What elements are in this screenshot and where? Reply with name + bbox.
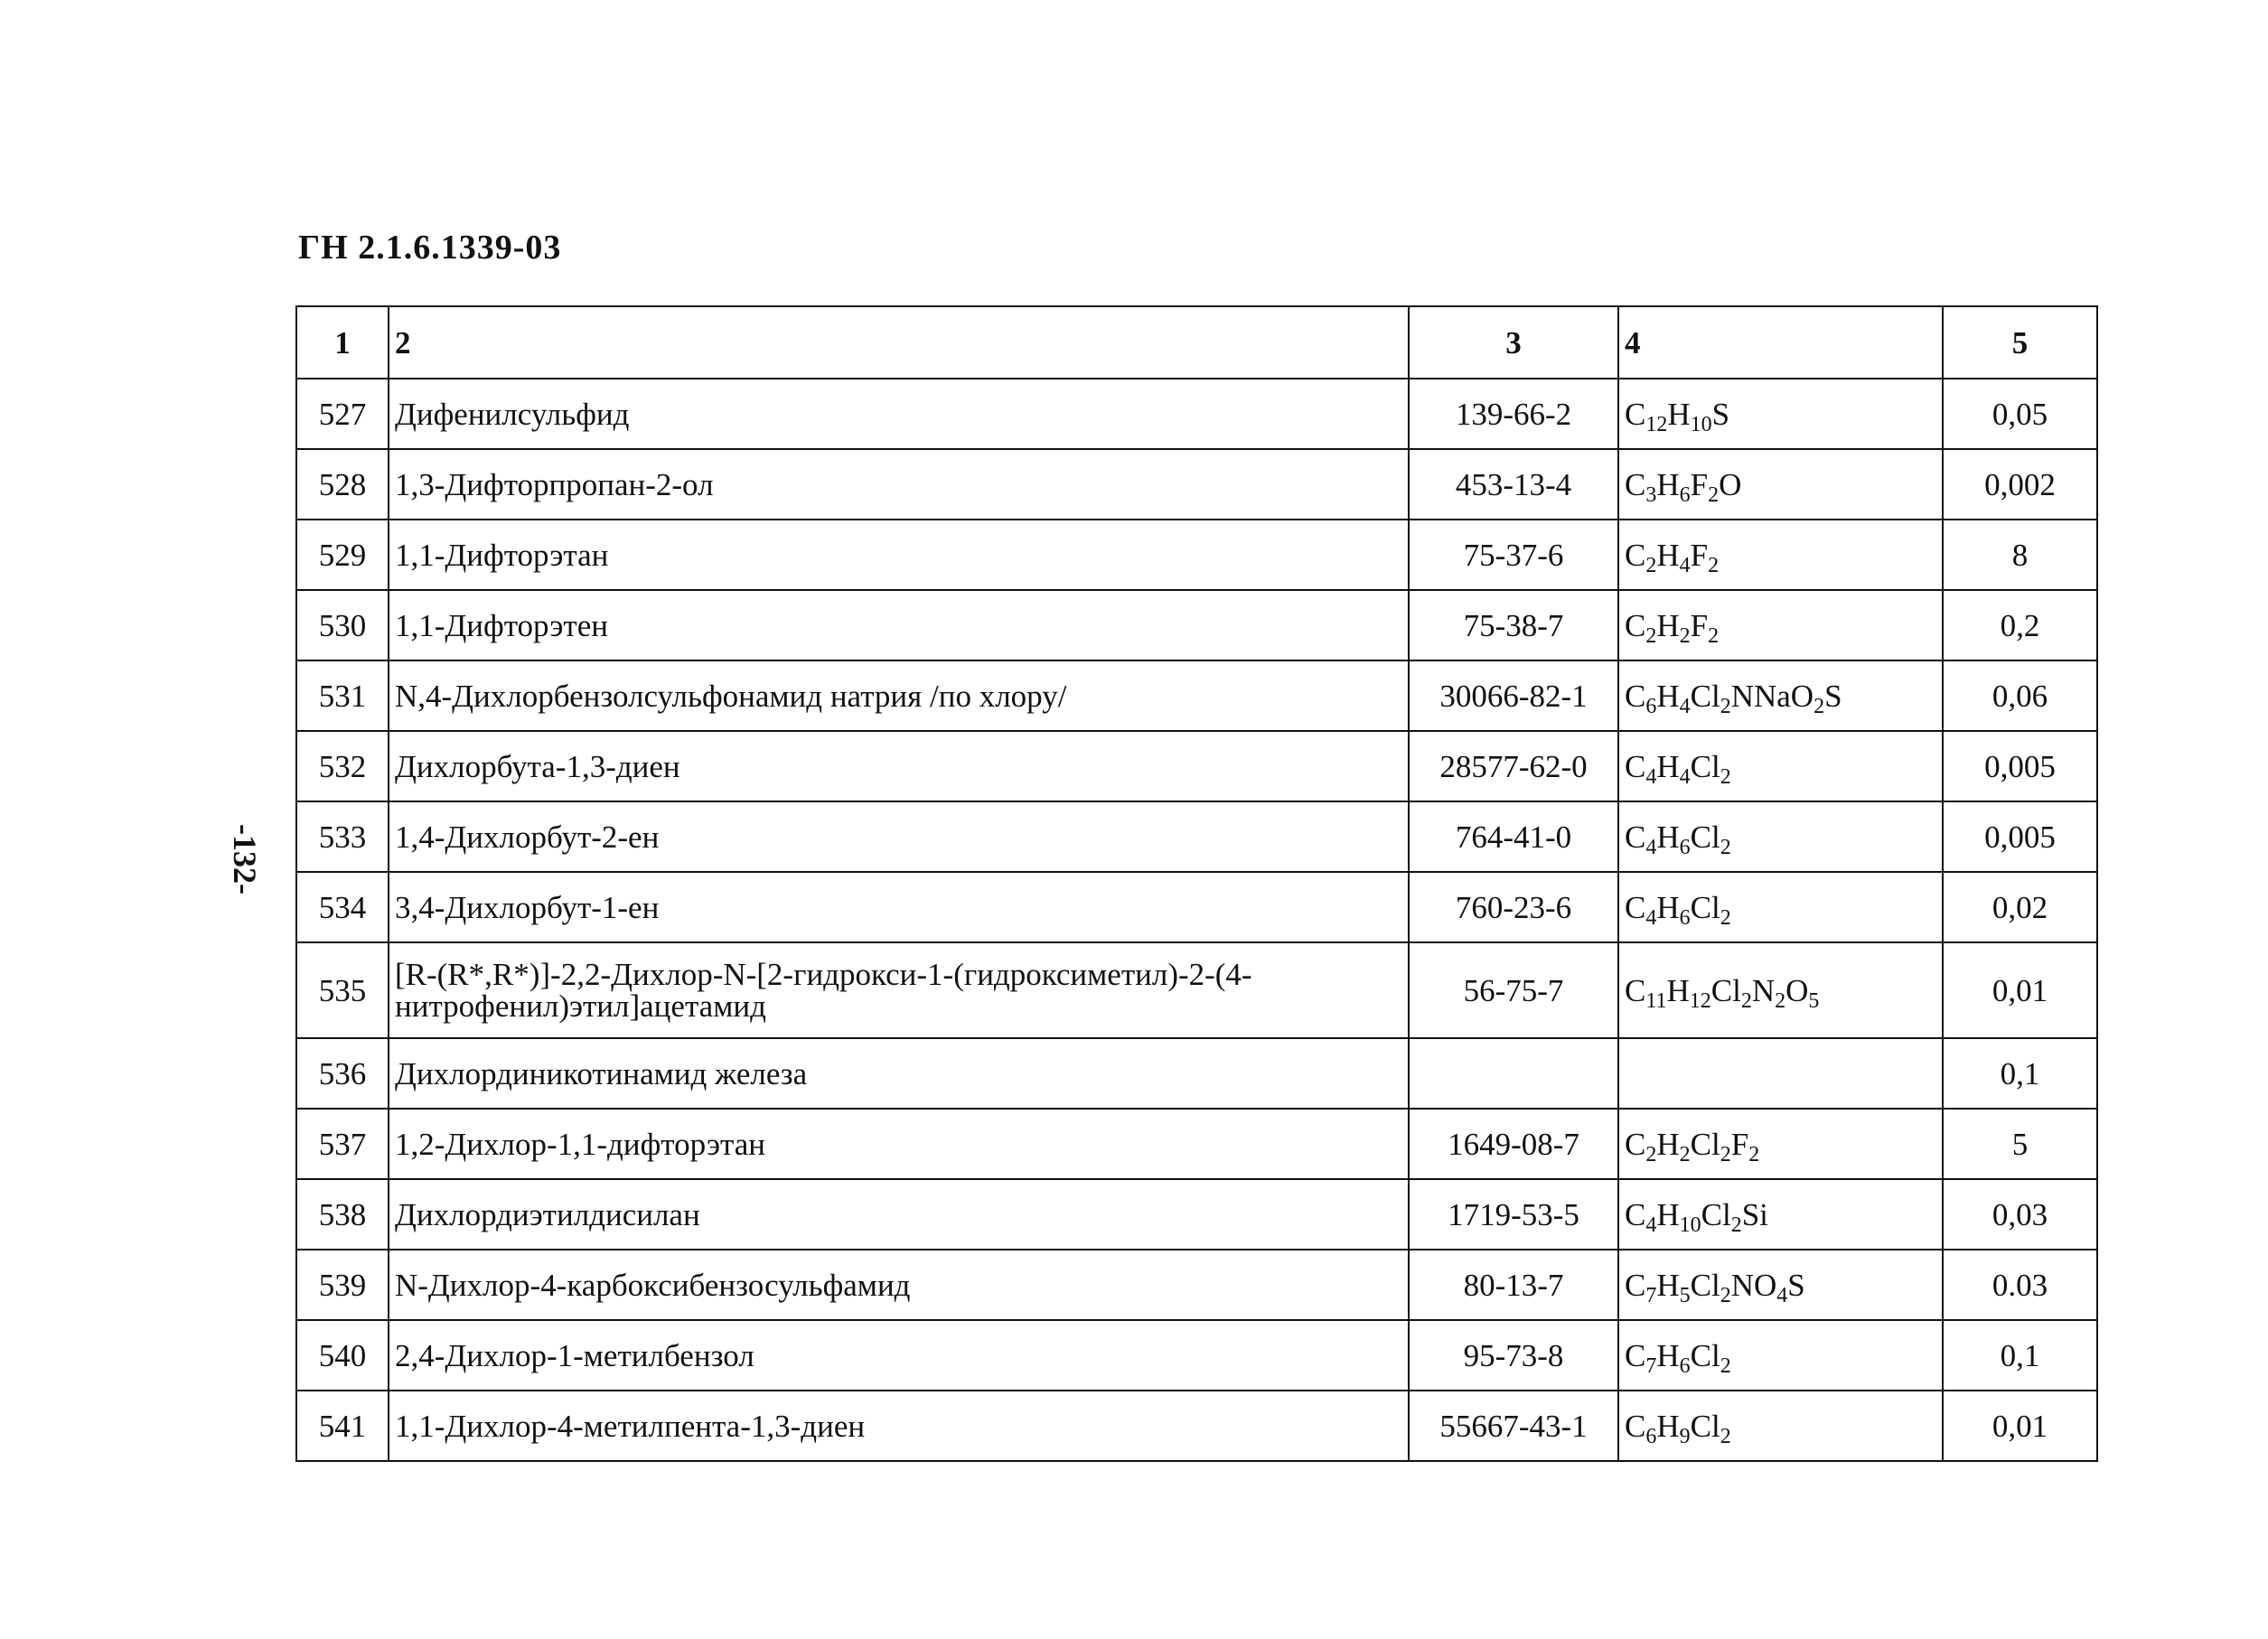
row-number-cell: 538 <box>296 1179 389 1250</box>
formula-subscript: 2 <box>1740 988 1752 1013</box>
substance-name-cell: N-Дихлор-4-карбоксибензосульфамид <box>389 1250 1409 1320</box>
table-header-row <box>296 306 2097 379</box>
formula-cell <box>1618 1038 1943 1109</box>
cas-number-cell: 453-13-4 <box>1409 449 1618 520</box>
limit-value-cell: 0,2 <box>1943 590 2097 660</box>
formula-subscript: 2 <box>1645 553 1657 577</box>
limit-value-cell: 0,02 <box>1943 872 2097 942</box>
formula-element: H <box>1656 1196 1680 1232</box>
formula-subscript: 2 <box>1720 1142 1731 1166</box>
formula-cell <box>1618 1250 1943 1320</box>
formula-subscript: 12 <box>1689 988 1711 1013</box>
formula-element: F <box>1690 607 1709 643</box>
limit-value-cell: 0.03 <box>1943 1250 2097 1320</box>
formula-subscript: 4 <box>1645 1213 1657 1237</box>
row-number-cell: 535 <box>296 942 389 1038</box>
table-row <box>296 379 2097 449</box>
formula-element: C <box>1625 396 1646 432</box>
formula-cell <box>1618 872 1943 942</box>
cas-number-cell: 95-73-8 <box>1409 1320 1618 1391</box>
formula-subscript: 2 <box>1708 623 1720 648</box>
formula-subscript: 2 <box>1720 835 1731 859</box>
formula-subscript: 11 <box>1645 988 1667 1013</box>
substance-name-cell: 1,4-Дихлорбут-2-ен <box>389 801 1409 872</box>
formula-element: Cl <box>1690 1267 1720 1303</box>
formula-subscript: 2 <box>1720 905 1731 930</box>
formula-element: F <box>1690 537 1709 573</box>
limit-value-cell: 0,002 <box>1943 449 2097 520</box>
substance-name-cell: Дихлорбута-1,3-диен <box>389 731 1409 801</box>
cas-number-cell: 1719-53-5 <box>1409 1179 1618 1250</box>
formula-subscript: 6 <box>1679 1353 1691 1378</box>
table-row <box>296 942 2097 1038</box>
formula-subscript: 7 <box>1645 1283 1657 1307</box>
document-title: ГН 2.1.6.1339-03 <box>298 229 562 267</box>
formula-element: C <box>1625 466 1646 502</box>
formula-subscript: 2 <box>1708 553 1720 577</box>
formula-element: H <box>1656 748 1680 784</box>
row-number-cell: 537 <box>296 1109 389 1179</box>
formula-element: C <box>1625 1267 1646 1303</box>
row-number-cell: 532 <box>296 731 389 801</box>
table-row <box>296 660 2097 731</box>
formula-subscript: 4 <box>1776 1283 1788 1307</box>
cas-number-cell: 760-23-6 <box>1409 872 1618 942</box>
table-row <box>296 1038 2097 1109</box>
formula-subscript: 10 <box>1679 1213 1701 1237</box>
formula-subscript: 6 <box>1679 482 1691 507</box>
formula-element: Cl <box>1690 819 1720 855</box>
substance-name-cell: Дихлордиэтилдисилан <box>389 1179 1409 1250</box>
formula-cell <box>1618 1179 1943 1250</box>
limit-value-cell: 0,005 <box>1943 801 2097 872</box>
formula-subscript: 2 <box>1720 1424 1731 1448</box>
table-row <box>296 590 2097 660</box>
substance-name-cell: 1,1-Дифторэтен <box>389 590 1409 660</box>
formula-element: Cl <box>1690 1126 1720 1162</box>
formula-subscript: 2 <box>1720 1283 1731 1307</box>
substance-name-cell: 2,4-Дихлор-1-метилбензол <box>389 1320 1409 1391</box>
formula-subscript: 2 <box>1679 1142 1691 1166</box>
formula-element: Si <box>1741 1196 1768 1232</box>
formula-subscript: 4 <box>1679 694 1691 718</box>
formula-cell <box>1618 1320 1943 1391</box>
row-number-cell: 534 <box>296 872 389 942</box>
formula-element: C <box>1625 1408 1646 1444</box>
row-number-cell: 530 <box>296 590 389 660</box>
substance-name-cell: 1,1-Дихлор-4-метилпента-1,3-диен <box>389 1391 1409 1461</box>
formula-element: C <box>1625 537 1646 573</box>
formula-subscript: 3 <box>1645 482 1657 507</box>
row-number-cell: 531 <box>296 660 389 731</box>
formula-subscript: 4 <box>1645 764 1657 789</box>
formula-subscript: 2 <box>1720 764 1731 789</box>
formula-subscript: 2 <box>1730 1213 1742 1237</box>
row-number-cell: 540 <box>296 1320 389 1391</box>
formula-element: H <box>1656 1337 1680 1373</box>
formula-element: Cl <box>1690 748 1720 784</box>
substance-name-cell: N,4-Дихлорбензолсульфонамид натрия /по хлору/ <box>389 660 1409 731</box>
formula-subscript: 2 <box>1720 694 1731 718</box>
substance-name-cell: [R-(R*,R*)]-2,2-Дихлор-N-[2-гидрокси-1-(гидроксиметил)-2-(4-нитрофенил)этил]ацетамид <box>389 942 1409 1038</box>
formula-element: Cl <box>1690 1408 1720 1444</box>
formula-element: Cl <box>1690 678 1720 714</box>
formula-element: C <box>1625 972 1646 1008</box>
formula-subscript: 5 <box>1679 1283 1691 1307</box>
cas-number-cell: 80-13-7 <box>1409 1250 1618 1320</box>
table-row <box>296 1250 2097 1320</box>
formula-subscript: 2 <box>1645 623 1657 648</box>
formula-subscript: 6 <box>1645 694 1657 718</box>
substance-name-cell: 1,2-Дихлор-1,1-дифторэтан <box>389 1109 1409 1179</box>
row-number-cell: 539 <box>296 1250 389 1320</box>
formula-element: H <box>1666 972 1690 1008</box>
formula-element: C <box>1625 1196 1646 1232</box>
formula-element: C <box>1625 889 1646 925</box>
formula-element: NO <box>1730 1267 1777 1303</box>
formula-element: H <box>1656 466 1680 502</box>
formula-element: F <box>1690 466 1709 502</box>
column-header: 3 <box>1409 306 1618 379</box>
formula-element: NNaO <box>1730 678 1814 714</box>
formula-subscript: 9 <box>1679 1424 1691 1448</box>
formula-subscript: 2 <box>1679 623 1691 648</box>
formula-element: S <box>1787 1267 1805 1303</box>
substance-name-cell: Дихлординикотинамид железа <box>389 1038 1409 1109</box>
formula-cell <box>1618 660 1943 731</box>
substance-name-cell: 1,3-Дифторпропан-2-ол <box>389 449 1409 520</box>
column-header: 4 <box>1618 306 1943 379</box>
formula-cell <box>1618 942 1943 1038</box>
formula-subscript: 4 <box>1645 835 1657 859</box>
table-row <box>296 520 2097 590</box>
formula-element: H <box>1656 1126 1680 1162</box>
limit-value-cell: 0,01 <box>1943 942 2097 1038</box>
column-header: 5 <box>1943 306 2097 379</box>
formula-subscript: 7 <box>1645 1353 1657 1378</box>
row-number-cell: 536 <box>296 1038 389 1109</box>
limit-value-cell: 8 <box>1943 520 2097 590</box>
formula-element: H <box>1656 607 1680 643</box>
table-row <box>296 731 2097 801</box>
table-row <box>296 1179 2097 1250</box>
formula-subscript: 2 <box>1775 988 1786 1013</box>
formula-element: Cl <box>1690 889 1720 925</box>
formula-element: C <box>1625 748 1646 784</box>
formula-element: H <box>1656 678 1680 714</box>
cas-number-cell: 764-41-0 <box>1409 801 1618 872</box>
limit-value-cell: 0,005 <box>1943 731 2097 801</box>
cas-number-cell: 30066-82-1 <box>1409 660 1618 731</box>
formula-element: N <box>1751 972 1776 1008</box>
formula-element: C <box>1625 607 1646 643</box>
cas-number-cell: 139-66-2 <box>1409 379 1618 449</box>
formula-element: C <box>1625 1126 1646 1162</box>
table-row <box>296 1391 2097 1461</box>
formula-subscript: 2 <box>1748 1142 1760 1166</box>
formula-subscript: 2 <box>1720 1353 1731 1378</box>
cas-number-cell: 28577-62-0 <box>1409 731 1618 801</box>
cas-number-cell: 75-37-6 <box>1409 520 1618 590</box>
formula-element: C <box>1625 819 1646 855</box>
limit-value-cell: 0,05 <box>1943 379 2097 449</box>
column-header: 1 <box>296 306 389 379</box>
cas-number-cell: 1649-08-7 <box>1409 1109 1618 1179</box>
table-row <box>296 1109 2097 1179</box>
table-row <box>296 872 2097 942</box>
substance-name-cell: 3,4-Дихлорбут-1-ен <box>389 872 1409 942</box>
formula-element: H <box>1667 396 1691 432</box>
formula-element: C <box>1625 1337 1646 1373</box>
formula-element: H <box>1656 1267 1680 1303</box>
formula-cell <box>1618 379 1943 449</box>
cas-number-cell <box>1409 1038 1618 1109</box>
formula-subscript: 4 <box>1679 764 1691 789</box>
formula-subscript: 2 <box>1708 482 1720 507</box>
formula-element: S <box>1824 678 1842 714</box>
formula-element: O <box>1719 466 1742 502</box>
formula-subscript: 6 <box>1645 1424 1657 1448</box>
formula-element: O <box>1785 972 1809 1008</box>
formula-element: H <box>1656 1408 1680 1444</box>
column-header: 2 <box>389 306 1409 379</box>
limit-value-cell: 0,1 <box>1943 1038 2097 1109</box>
formula-element: Cl <box>1710 972 1741 1008</box>
formula-element: C <box>1625 678 1646 714</box>
row-number-cell: 527 <box>296 379 389 449</box>
formula-cell <box>1618 520 1943 590</box>
formula-element: Cl <box>1701 1196 1731 1232</box>
row-number-cell: 541 <box>296 1391 389 1461</box>
formula-cell <box>1618 449 1943 520</box>
formula-element: H <box>1656 819 1680 855</box>
formula-cell <box>1618 1391 1943 1461</box>
formula-subscript: 5 <box>1808 988 1820 1013</box>
substances-table <box>295 305 2098 1462</box>
limit-value-cell: 0,03 <box>1943 1179 2097 1250</box>
cas-number-cell: 75-38-7 <box>1409 590 1618 660</box>
formula-cell <box>1618 1109 1943 1179</box>
formula-subscript: 2 <box>1645 1142 1657 1166</box>
limit-value-cell: 0,1 <box>1943 1320 2097 1391</box>
page-number: -132- <box>226 824 263 894</box>
cas-number-cell: 55667-43-1 <box>1409 1391 1618 1461</box>
formula-subscript: 4 <box>1645 905 1657 930</box>
row-number-cell: 528 <box>296 449 389 520</box>
formula-subscript: 6 <box>1679 905 1691 930</box>
table-row <box>296 449 2097 520</box>
formula-element: H <box>1656 889 1680 925</box>
substance-name-cell: 1,1-Дифторэтан <box>389 520 1409 590</box>
formula-element: F <box>1730 1126 1749 1162</box>
formula-element: H <box>1656 537 1680 573</box>
row-number-cell: 529 <box>296 520 389 590</box>
formula-subscript: 6 <box>1679 835 1691 859</box>
formula-cell <box>1618 590 1943 660</box>
table-row <box>296 801 2097 872</box>
formula-subscript: 10 <box>1690 412 1712 436</box>
limit-value-cell: 0,06 <box>1943 660 2097 731</box>
limit-value-cell: 5 <box>1943 1109 2097 1179</box>
limit-value-cell: 0,01 <box>1943 1391 2097 1461</box>
formula-element: S <box>1711 396 1730 432</box>
table-row <box>296 1320 2097 1391</box>
formula-cell <box>1618 731 1943 801</box>
row-number-cell: 533 <box>296 801 389 872</box>
cas-number-cell: 56-75-7 <box>1409 942 1618 1038</box>
formula-subscript: 2 <box>1813 694 1825 718</box>
formula-subscript: 4 <box>1679 553 1691 577</box>
formula-subscript: 12 <box>1645 412 1668 436</box>
substance-name-cell: Дифенилсульфид <box>389 379 1409 449</box>
formula-element: Cl <box>1690 1337 1720 1373</box>
formula-cell <box>1618 801 1943 872</box>
